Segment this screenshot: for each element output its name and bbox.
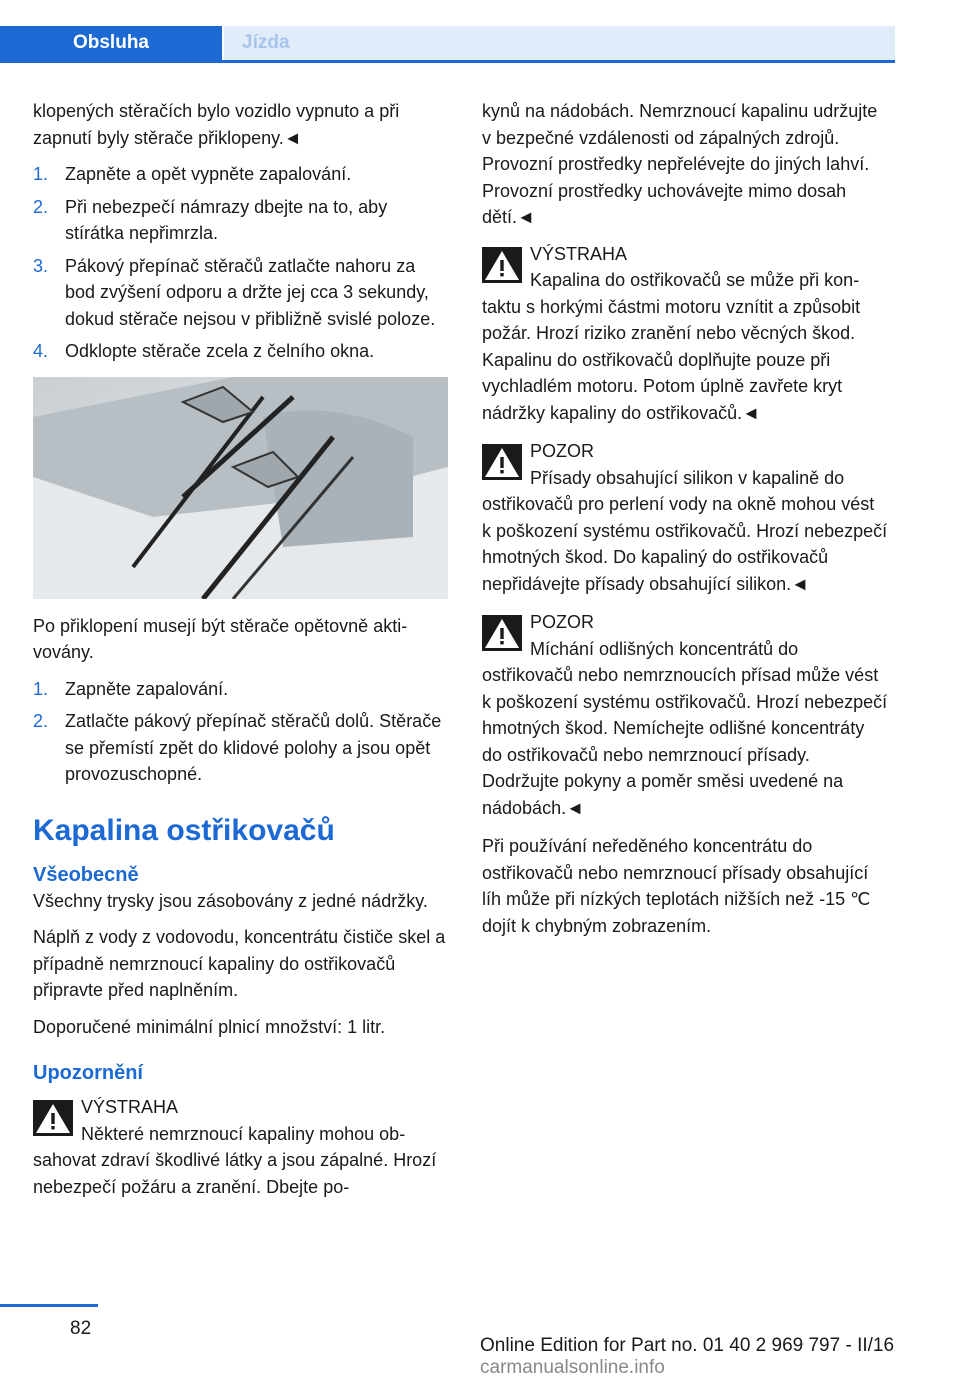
step-text: Odklopte stěrače zcela z čelního okna. [65,341,375,361]
warning-block [33,1094,448,1200]
step-text: Pákový přepínač stěračů zatlačte nahoru za bod zvýšení odporu a držte jej cca 3 sekundy, dokud stěrače nejsou v přibližně svislé poloze. [65,255,436,329]
list-item [33,676,448,703]
page-number: 82 [70,1318,92,1339]
wiper-illustration [33,377,448,599]
step-text: Při nebezpečí námrazy dbejte na to, aby stírátka nepřimrzla. [65,196,388,243]
list-item [33,253,448,333]
list-item [33,161,448,188]
warning-block [482,241,888,427]
step-number: 3. [33,255,49,276]
list-item [33,338,448,365]
caution-title: POZOR [530,441,595,461]
paragraph: Doporučené minimální plnicí množství: 1 litr. [33,1016,386,1037]
step-number: 4. [33,341,49,361]
paragraph: Náplň z vody z vodovodu, koncentrátu čističe skel a případně nemrznoucí kapaliny do ostřikovačů připravte před naplněním. [33,927,446,1000]
tab-underline [0,60,895,63]
subsection-heading-general: Všeobecně [33,863,139,886]
steps-list-1 [33,161,448,365]
edition-text: Online Edition for Part no. 01 40 2 969 797 - II/16 [480,1335,895,1356]
steps-list-2 [33,676,448,788]
warning-triangle-icon [33,1100,73,1136]
warning-title: VÝSTRAHA [530,243,628,264]
edition-footer [480,1335,960,1379]
step-number: 1. [33,164,49,184]
footer-line [0,1304,98,1307]
step-text: Zapněte zapalování. [65,678,229,699]
subsection-heading-warnings: Upozornění [33,1062,143,1084]
caution-title: POZOR [530,612,595,632]
caution-triangle-icon [482,615,522,651]
warning-title: VÝSTRAHA [81,1097,179,1117]
warning-text: Kapalina do ostřikovačů se může při kontaktu s horkými částmi motoru vznítit a způsobit požár. Hrozí riziko zranění nebo věcných škod. Kapalinu do ostřikovačů doplňujte pouze při vychladlém motoru. Potom úplně zavřete kryt nádržky kapaliny do ostřikovačů.◄ [482,270,861,423]
caution-text: Míchání odlišných koncentrátů do ostřikovačů nebo nemrznoucích přísad může vést k poškození systému ostřikovačů. Hrozí nebezpečí hmotných škod. Nemíchejte odlišné koncentráty do ostřikovačů nebo nemrznoucí přísady. Dodržujte pokyny a poměr směsi uvedené na nádobách.◄ [482,638,888,818]
left-column [33,98,448,1212]
continued-paragraph: kynů na nádobách. Nemrznoucí kapalinu udržujte v bezpečné vzdálenosti od zápalných zdrojů. Provozní prostředky nepřelévejte do jiných lahví. Provozní prostředky uchovávejte mimo dosah dětí.◄ [482,101,878,227]
caution-text: Přísady obsahující silikon v kapalině do ostřikovačů pro perlení vody na okně mohou vést k poškození systému ostřikovačů. Hrozí nebezpečí hmotných škod. Do kapaliný do ostřikovačů nepřidávejte přísady obsahující silikon.◄ [482,467,888,594]
step-text: Zapněte a opět vypněte zapalování. [65,164,352,184]
tab-jizda[interactable]: Jízda [224,26,895,60]
step-text: Zatlačte pákový přepínač stěračů dolů. Stěrače se přemístí zpět do klidové polohy a jsou opět provozuschopné. [65,711,442,784]
intro-paragraph: klopených stěračích bylo vozidlo vypnuto a při zapnutí byly stěrače přiklopeny.◄ [33,101,400,148]
warning-text: Některé nemrznoucí kapaliny mohou obsahovat zdraví škodlivé látky a jsou zápalné. Hrozí nebezpečí požáru a zranění. Dbejte po- [33,1123,437,1197]
warning-triangle-icon [482,247,522,283]
step-number: 2. [33,711,49,731]
paragraph: Při používání neředěného koncentrátu do ostřikovačů nebo nemrznoucí přísady obsahující líh může při nízkých teplotách nižších než -15 ℃ dojít k chybným zobrazením. [482,836,871,936]
caution-triangle-icon [482,444,522,480]
caution-block [482,609,888,821]
after-paragraph: Po přiklopení musejí být stěrače opětovně aktivovány. [33,615,408,662]
watermark-text: carmanualsonline.info [480,1357,665,1378]
section-heading: Kapalina ostřikovačů [33,813,335,847]
list-item [33,194,448,247]
tab-obsluha[interactable]: Obsluha [0,26,222,60]
caution-block [482,438,888,597]
right-column [482,98,888,949]
section-tabs [0,26,895,62]
step-number: 2. [33,196,49,217]
list-item [33,708,448,788]
paragraph: Všechny trysky jsou zásobovány z jedné nádržky. [33,890,428,911]
step-number: 1. [33,678,49,699]
